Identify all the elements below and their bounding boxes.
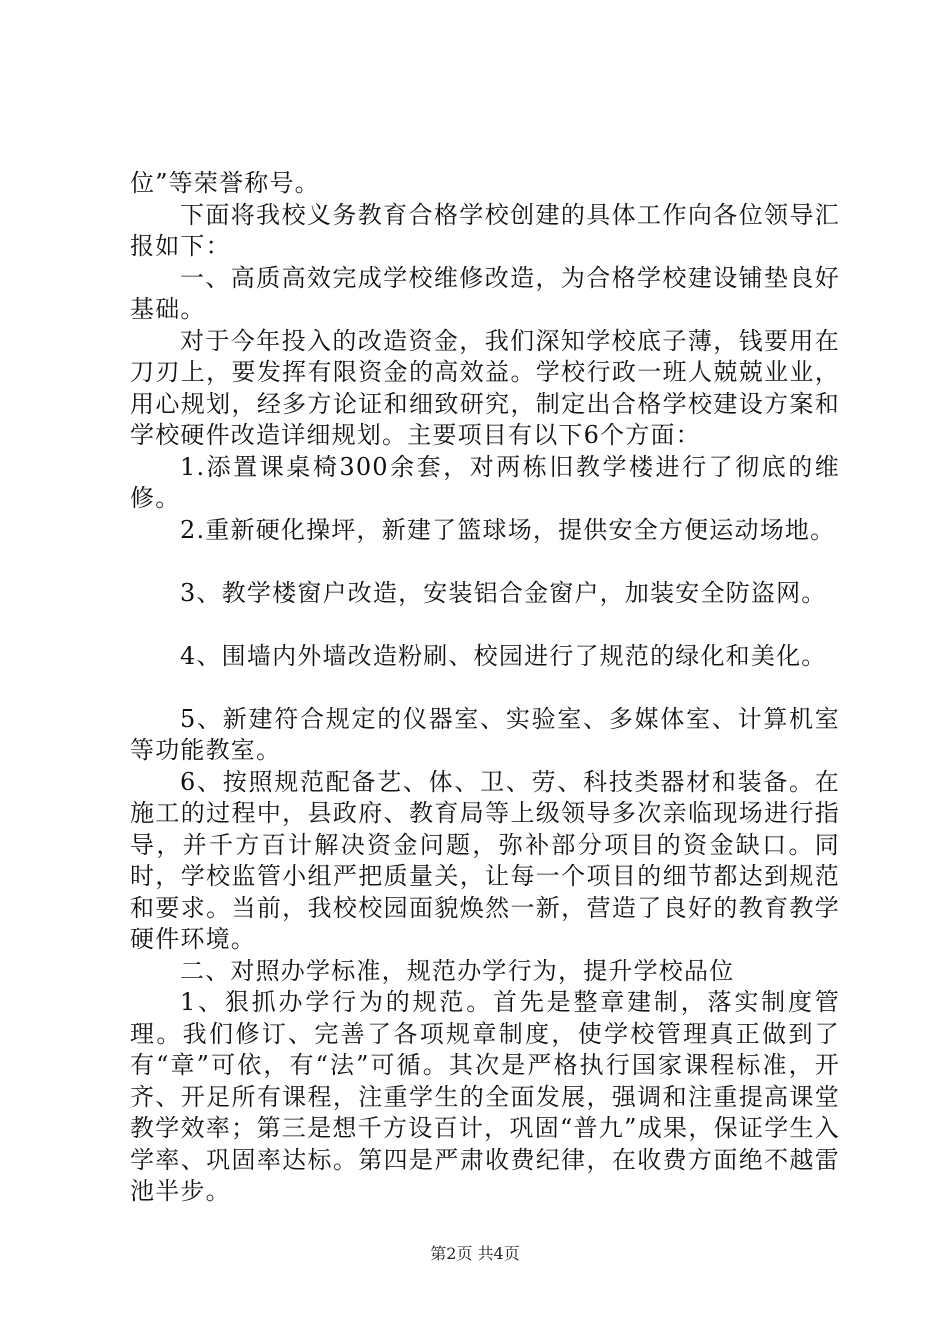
paragraph-3: 一、高质高效完成学校维修改造，为合格学校建设铺垫良好基础。 [130,263,840,323]
paragraph-7: 3、教学楼窗户改造，安装铝合金窗户，加装安全防盗网。 [180,578,827,607]
paragraph-11: 二、对照办学标准，规范办学行为，提升学校品位 [180,956,735,985]
paragraph-2: 下面将我校义务教育合格学校创建的具体工作向各位领导汇报如下： [130,200,840,260]
paragraph-5: 1.添置课桌椅300余套，对两栋旧教学楼进行了彻底的维修。 [130,452,840,512]
page-number-footer: 第2页 共4页 [430,1244,520,1263]
paragraph-12: 1、狠抓办学行为的规范。首先是整章建制，落实制度管理。我们修订、完善了各项规章制度，使学校管理真正做到了有“章”可依，有“法”可循。其次是严格执行国家课程标准，开齐、开足所有课程，注重学生的全面发展，强调和注重提高课堂教学效率；第三是想千方设百计，巩固“普九”成果，保证学生入学率、巩固率达标。第四是严肃收费纪律，在收费方面绝不越雷池半步。 [130,988,840,1205]
paragraph-4: 对于今年投入的改造资金，我们深知学校底子薄，钱要用在刀刃上，要发挥有限资金的高效益。学校行政一班人兢兢业业，用心规划，经多方论证和细致研究，制定出合格学校建设方案和学校硬件改造详细规划。主要项目有以下6个方面： [130,326,840,449]
document-body [130,168,840,1208]
paragraph-10: 6、按照规范配备艺、体、卫、劳、科技类器材和装备。在施工的过程中，县政府、教育局等上级领导多次亲临现场进行指导，并千方百计解决资金问题，弥补部分项目的资金缺口。同时，学校监管小组严把质量关，让每一个项目的细节都达到规范和要求。当前，我校校园面貌焕然一新，营造了良好的教育教学硬件环境。 [130,767,840,953]
paragraph-8: 4、围墙内外墙改造粉刷、校园进行了规范的绿化和美化。 [180,641,827,670]
paragraph-6: 2.重新硬化操坪，新建了篮球场，提供安全方便运动场地。 [180,515,836,544]
paragraph-9: 5、新建符合规定的仪器室、实验室、多媒体室、计算机室等功能教室。 [130,704,840,764]
paragraph-1: 位”等荣誉称号。 [130,169,320,197]
